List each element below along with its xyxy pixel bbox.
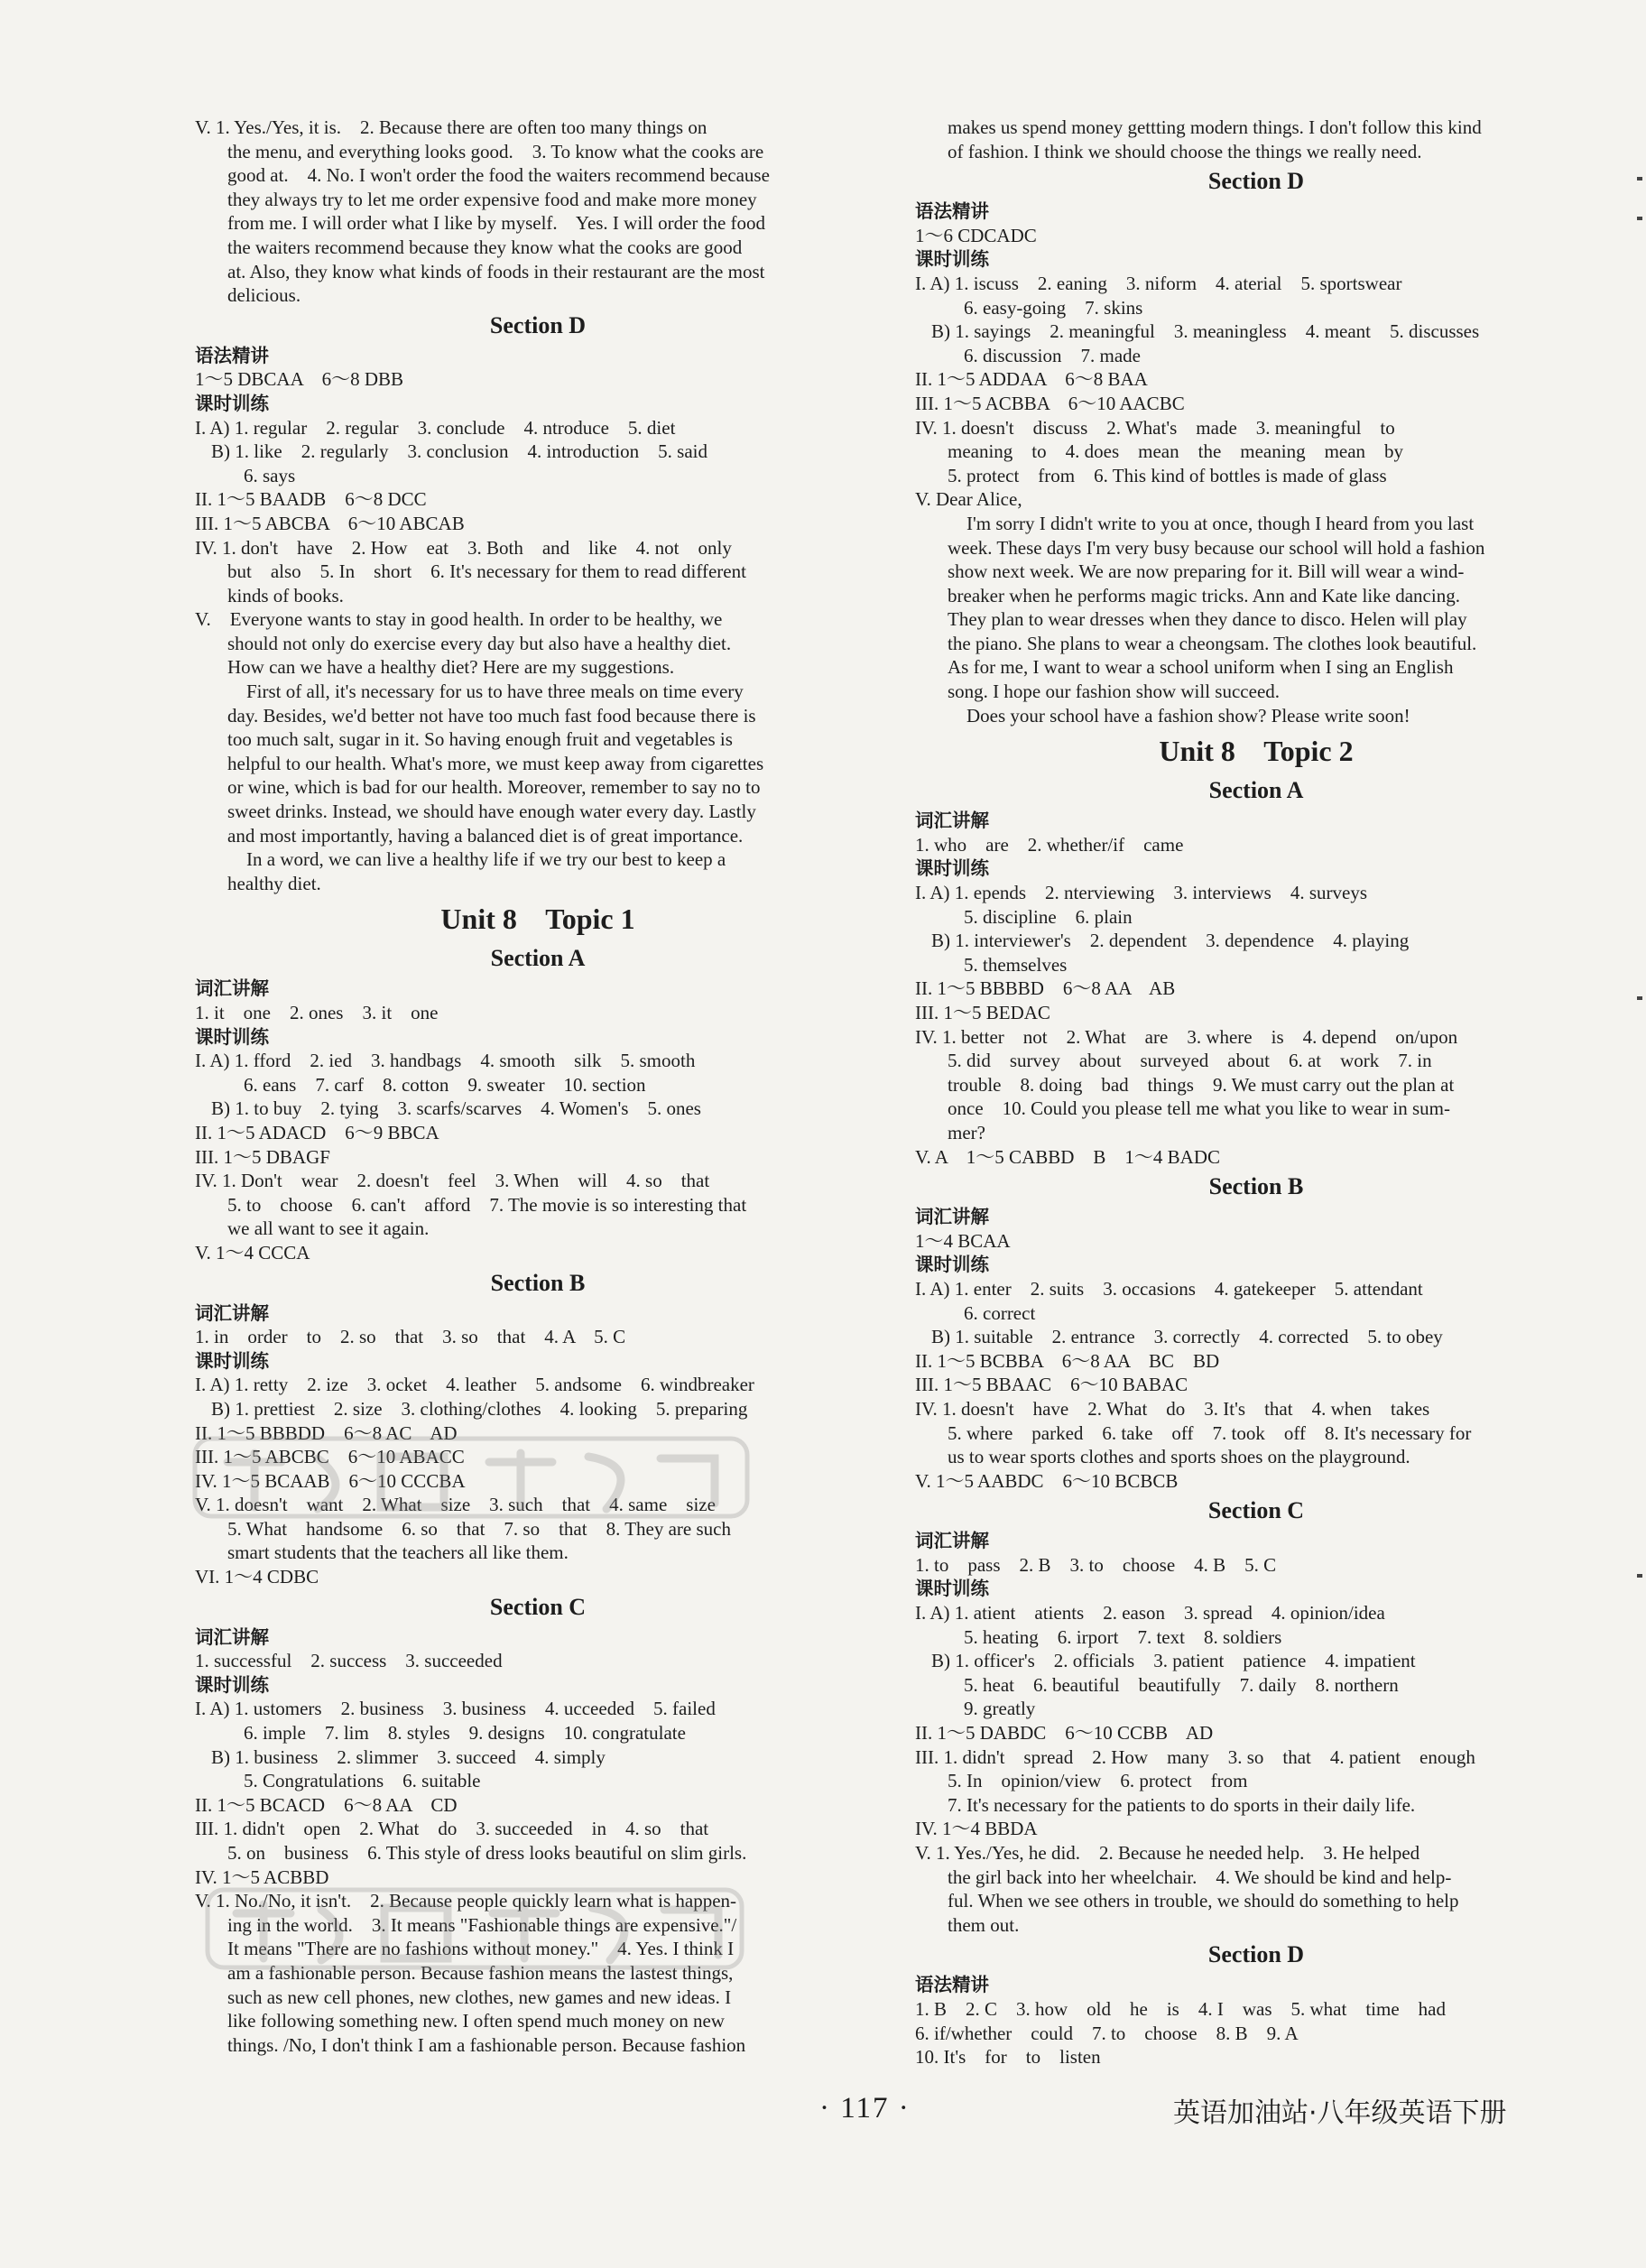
answer-line: trouble 8. doing bad things 9. We must carry out the plan at <box>948 1073 1455 1096</box>
answer-line: II. 1～5 ADACD 6～9 BBCA <box>195 1121 439 1143</box>
answer-line: kinds of books. <box>227 584 344 606</box>
category-label: 词汇讲解 <box>195 1625 269 1648</box>
answer-line: mer? <box>948 1121 985 1143</box>
answer-line: III. 1～5 ACBBA 6～10 AACBC <box>915 392 1185 414</box>
answer-line: 1. to pass 2. B 3. to choose 4. B 5. C <box>915 1553 1277 1576</box>
answer-line: the girl back into her wheelchair. 4. We should be kind and help- <box>948 1865 1452 1888</box>
category-label: 词汇讲解 <box>915 810 989 832</box>
answer-line: III. 1. didn't spread 2. How many 3. so that 4. patient enough <box>915 1745 1475 1768</box>
answer-line: 6. discussion 7. made <box>964 344 1141 366</box>
answer-line: and most importantly, having a balanced diet is of great importance. <box>227 824 744 847</box>
section-heading: Section D <box>489 311 587 338</box>
answer-line: III. 1. didn't open 2. What do 3. succeeded in 4. so that <box>195 1818 709 1840</box>
section-heading: Section A <box>1208 777 1304 804</box>
section-heading: Section C <box>1207 1497 1305 1524</box>
watermark-stamp <box>191 1426 751 1525</box>
answer-line: As for me, I want to wear a school uniform when I sing an English <box>948 656 1454 679</box>
answer-line: V. 1. No./No, it isn't. 2. Because people quickly learn what is happen- <box>195 1890 737 1912</box>
answer-line: 6. if/whether could 7. to choose 8. B 9. A <box>915 2022 1299 2044</box>
answer-line: III. 1～5 ABCBC 6～10 ABACC <box>195 1446 465 1468</box>
answer-line: song. I hope our fashion show will succeed. <box>948 680 1281 703</box>
right-column <box>915 116 1597 2069</box>
answer-line: In a word, we can live a healthy life if we try our best to keep a <box>227 848 726 871</box>
answer-line: 1. B 2. C 3. how old he is 4. I was 5. what time had <box>915 1997 1446 2020</box>
answer-line: 5. on business 6. This style of dress looks beautiful on slim girls. <box>227 1842 747 1864</box>
answer-line: but also 5. In short 6. It's necessary for them to read different <box>227 560 746 583</box>
answer-line: IV. 1～5 BCAAB 6～10 CCCBA <box>195 1469 466 1492</box>
answer-line: 10. It's for to listen <box>915 2046 1101 2069</box>
answer-line: we all want to see it again. <box>227 1217 430 1240</box>
answer-line: IV. 1. better not 2. What are 3. where is 4. depend on/upon <box>915 1025 1458 1048</box>
category-label: 课时训练 <box>915 857 989 880</box>
category-label: 词汇讲解 <box>195 977 269 1000</box>
answer-line: II. 1～5 BBBDD 6～8 AC AD <box>195 1421 458 1444</box>
answer-line: I. A) 1. enter 2. suits 3. occasions 4. gatekeeper 5. attendant <box>915 1277 1423 1300</box>
answer-line: IV. 1～4 BBDA <box>915 1818 1038 1840</box>
answer-line: III. 1～5 BEDAC <box>915 1002 1050 1023</box>
category-label: 语法精讲 <box>195 344 269 366</box>
answer-line: 1. in order to 2. so that 3. so that 4. A 5. C <box>195 1326 626 1348</box>
answer-line: III. 1～5 ABCBA 6～10 ABCAB <box>195 512 465 534</box>
category-label: 词汇讲解 <box>915 1206 989 1228</box>
category-label: 词汇讲解 <box>195 1301 269 1324</box>
answer-line: 5. protect from 6. This kind of bottles is made of glass <box>948 464 1387 486</box>
answer-line: IV. 1～5 ACBBD <box>195 1865 329 1888</box>
answer-line: B) 1. like 2. regularly 3. conclusion 4. introduction 5. said <box>211 440 707 463</box>
edge-mark <box>1637 217 1642 220</box>
answer-line: 1. it one 2. ones 3. it one <box>195 1002 439 1023</box>
answer-line: from me. I will order what I like by myself. Yes. I will order the food <box>227 212 766 235</box>
answer-line: V. 1. Yes./Yes, he did. 2. Because he needed help. 3. He helped <box>915 1842 1420 1864</box>
answer-line: II. 1～5 BCACD 6～8 AA CD <box>195 1793 458 1816</box>
answer-line: IV. 1. doesn't discuss 2. What's made 3. meaningful to <box>915 416 1395 439</box>
answer-line: us to wear sports clothes and sports shoes on the playground. <box>948 1446 1410 1468</box>
category-label: 课时训练 <box>195 392 269 414</box>
answer-line: V. 1～5 AABDC 6～10 BCBCB <box>915 1469 1179 1492</box>
answer-line: V. A 1～5 CABBD B 1～4 BADC <box>915 1145 1221 1168</box>
answer-line: 5. What handsome 6. so that 7. so that 8. They are such <box>227 1517 731 1540</box>
answer-line: 1～5 DBCAA 6～8 DBB <box>195 368 404 391</box>
answer-line: week. These days I'm very busy because our school will hold a fashion <box>948 536 1485 559</box>
answer-line: too much salt, sugar in it. So having enough fruit and vegetables is <box>227 728 733 751</box>
answer-line: good at. 4. No. I won't order the food the waiters recommend because <box>227 164 770 187</box>
answer-line: 6. easy-going 7. skins <box>964 296 1143 319</box>
answer-line: of fashion. I think we should choose the things we really need. <box>948 140 1422 162</box>
answer-line: How can we have a healthy diet? Here are my suggestions. <box>227 656 675 679</box>
answer-line: I'm sorry I didn't write to you at once, though I heard from you last <box>948 512 1475 534</box>
answer-line: like following something new. I often spend much money on new <box>227 2010 725 2032</box>
answer-line: V. 1. Yes./Yes, it is. 2. Because there are often too many things on <box>195 116 707 138</box>
answer-line: once 10. Could you please tell me what you like to wear in sum- <box>948 1097 1450 1120</box>
answer-line: 5. did survey about surveyed about 6. at work 7. in <box>948 1050 1432 1072</box>
answer-line: Does your school have a fashion show? Please write soon! <box>948 704 1410 727</box>
answer-line: the waiters recommend because they know what the cooks are good <box>227 236 743 258</box>
answer-line: IV. 1. Don't wear 2. doesn't feel 3. When will 4. so that <box>195 1170 710 1192</box>
book-title: 英语加油站·八年级英语下册 <box>1173 2097 1507 2129</box>
unit-heading: Unit 8 Topic 2 <box>1159 735 1354 768</box>
answer-line: I. A) 1. retty 2. ize 3. ocket 4. leather 5. andsome 6. windbreaker <box>195 1374 754 1396</box>
answer-line: 1～6 CDCADC <box>915 224 1037 246</box>
answer-line: III. 1～5 BBAAC 6～10 BABAC <box>915 1374 1188 1396</box>
category-label: 语法精讲 <box>915 200 989 223</box>
answer-line: show next week. We are now preparing for it. Bill will wear a wind- <box>948 560 1465 583</box>
left-column <box>195 116 881 2057</box>
answer-line: 5. themselves <box>964 953 1068 976</box>
answer-line: 6. correct <box>964 1301 1036 1324</box>
category-label: 课时训练 <box>915 1254 989 1276</box>
answer-line: 5. heating 6. irport 7. text 8. soldiers <box>964 1625 1282 1648</box>
answer-line: 5. where parked 6. take off 7. took off 8. It's necessary for <box>948 1421 1472 1444</box>
answer-line: II. 1～5 BAADB 6～8 DCC <box>195 488 427 511</box>
answer-line: It means "There are no fashions without money." 4. Yes. I think I <box>227 1938 735 1960</box>
page-number: · 117 · <box>819 2092 911 2125</box>
answer-line: meaning to 4. does mean the meaning mean by <box>948 440 1404 463</box>
answer-line: day. Besides, we'd better not have too much fast food because there is <box>227 704 756 727</box>
answer-line: healthy diet. <box>227 872 321 894</box>
answer-line: the menu, and everything looks good. 3. To know what the cooks are <box>227 140 764 162</box>
answer-line: I. A) 1. iscuss 2. eaning 3. niform 4. aterial 5. sportswear <box>915 272 1402 294</box>
answer-line: should not only do exercise every day but also have a healthy diet. <box>227 632 732 654</box>
answer-line: them out. <box>948 1913 1020 1936</box>
answer-line: sweet drinks. Instead, we should have enough water every day. Lastly <box>227 801 756 823</box>
answer-line: the piano. She plans to wear a cheongsam. The clothes look beautiful. <box>948 632 1477 654</box>
category-label: 词汇讲解 <box>915 1530 989 1552</box>
answer-line: 7. It's necessary for the patients to do sports in their daily life. <box>948 1793 1416 1816</box>
category-label: 课时训练 <box>915 1578 989 1600</box>
answer-line: II. 1～5 BCBBA 6～8 AA BC BD <box>915 1349 1220 1372</box>
answer-line: I. A) 1. fford 2. ied 3. handbags 4. smooth silk 5. smooth <box>195 1050 696 1072</box>
answer-line: B) 1. suitable 2. entrance 3. correctly 4. corrected 5. to obey <box>931 1326 1443 1348</box>
watermark-stamp <box>204 1877 745 1976</box>
answer-line: breaker when he performs magic tricks. Ann and Kate like dancing. <box>948 584 1460 606</box>
answer-line: B) 1. officer's 2. officials 3. patient patience 4. impatient <box>931 1650 1416 1672</box>
answer-line: 5. In opinion/view 6. protect from <box>948 1770 1248 1792</box>
answer-line: 6. eans 7. carf 8. cotton 9. sweater 10. section <box>244 1073 646 1096</box>
answer-line: 9. greatly <box>964 1698 1036 1720</box>
answer-line: First of all, it's necessary for us to have three meals on time every <box>227 680 744 703</box>
answer-line: or wine, which is bad for our health. Moreover, remember to say no to <box>227 776 761 799</box>
answer-line: II. 1～5 BBBBD 6～8 AA AB <box>915 977 1176 1000</box>
answer-line: B) 1. sayings 2. meaningful 3. meaningless 4. meant 5. discusses <box>931 320 1480 343</box>
answer-line: 6. says <box>244 464 296 486</box>
answer-line: makes us spend money gettting modern things. I don't follow this kind <box>948 116 1482 138</box>
answer-line: delicious. <box>227 284 301 307</box>
answer-line: helpful to our health. What's more, we must keep away from cigarettes <box>227 752 764 774</box>
category-label: 语法精讲 <box>915 1974 989 1996</box>
edge-mark <box>1637 177 1642 181</box>
answer-line: B) 1. to buy 2. tying 3. scarfs/scarves 4. Women's 5. ones <box>211 1097 701 1120</box>
answer-line: B) 1. interviewer's 2. dependent 3. dependence 4. playing <box>931 930 1410 952</box>
answer-line: 1～4 BCAA <box>915 1229 1011 1252</box>
answer-line: 1. successful 2. success 3. succeeded <box>195 1650 503 1672</box>
answer-line: I. A) 1. atient atients 2. eason 3. spread 4. opinion/idea <box>915 1602 1385 1625</box>
answer-line: things. /No, I don't think I am a fashionable person. Because fashion <box>227 2033 746 2056</box>
answer-line: VI. 1～4 CDBC <box>195 1566 319 1588</box>
category-label: 课时训练 <box>195 1349 269 1372</box>
section-heading: Section C <box>489 1593 587 1620</box>
answer-line: They plan to wear dresses when they dance to disco. Helen will play <box>948 608 1467 631</box>
category-label: 课时训练 <box>915 248 989 271</box>
answer-line: III. 1～5 DBAGF <box>195 1145 330 1168</box>
answer-line: ing in the world. 3. It means "Fashionable things are expensive."/ <box>227 1913 737 1936</box>
answer-line: B) 1. prettiest 2. size 3. clothing/clothes 4. looking 5. preparing <box>211 1397 748 1420</box>
section-heading: Section A <box>490 945 586 972</box>
answer-line: they always try to let me order expensive food and make more money <box>227 188 757 210</box>
answer-line: IV. 1. don't have 2. How eat 3. Both and like 4. not only <box>195 536 732 559</box>
section-heading: Section B <box>490 1269 586 1296</box>
unit-heading: Unit 8 Topic 1 <box>440 903 635 936</box>
answer-line: ful. When we see others in trouble, we should do something to help <box>948 1890 1459 1912</box>
answer-line: 5. discipline 6. plain <box>964 905 1133 928</box>
edge-mark <box>1637 996 1642 1000</box>
category-label: 课时训练 <box>195 1025 269 1048</box>
answer-line: 5. heat 6. beautiful beautifully 7. daily 8. northern <box>964 1673 1399 1696</box>
answer-line: such as new cell phones, new clothes, new games and new ideas. I <box>227 1986 732 2008</box>
answer-line: 6. imple 7. lim 8. styles 9. designs 10. congratulate <box>244 1722 686 1745</box>
answer-line: smart students that the teachers all like them. <box>227 1541 569 1564</box>
answer-line: II. 1～5 DABDC 6～10 CCBB AD <box>915 1722 1214 1745</box>
section-heading: Section D <box>1207 1941 1305 1968</box>
answer-line: 5. Congratulations 6. suitable <box>244 1770 481 1792</box>
answer-line: I. A) 1. epends 2. nterviewing 3. interviews 4. surveys <box>915 882 1367 904</box>
answer-line: V. Everyone wants to stay in good health. In order to be healthy, we <box>195 608 723 631</box>
edge-mark <box>1637 1574 1642 1578</box>
answer-line: am a fashionable person. Because fashion means the lastest things, <box>227 1961 734 1984</box>
section-heading: Section D <box>1207 168 1305 195</box>
answer-line: at. Also, they know what kinds of foods in their restaurant are the most <box>227 260 765 282</box>
answer-line: I. A) 1. ustomers 2. business 3. business 4. ucceeded 5. failed <box>195 1698 716 1720</box>
answer-line: 1. who are 2. whether/if came <box>915 833 1184 856</box>
answer-line: 5. to choose 6. can't afford 7. The movie is so interesting that <box>227 1193 747 1216</box>
section-heading: Section B <box>1208 1173 1304 1200</box>
answer-line: B) 1. business 2. slimmer 3. succeed 4. simply <box>211 1745 606 1768</box>
answer-line: I. A) 1. regular 2. regular 3. conclude 4. ntroduce 5. diet <box>195 416 676 439</box>
answer-line: V. Dear Alice, <box>915 488 1022 511</box>
category-label: 课时训练 <box>195 1673 269 1696</box>
answer-line: II. 1～5 ADDAA 6～8 BAA <box>915 368 1148 391</box>
answer-line: V. 1～4 CCCA <box>195 1241 310 1264</box>
answer-line: IV. 1. doesn't have 2. What do 3. It's that 4. when takes <box>915 1397 1430 1420</box>
answer-line: V. 1. doesn't want 2. What size 3. such that 4. same size <box>195 1494 716 1516</box>
